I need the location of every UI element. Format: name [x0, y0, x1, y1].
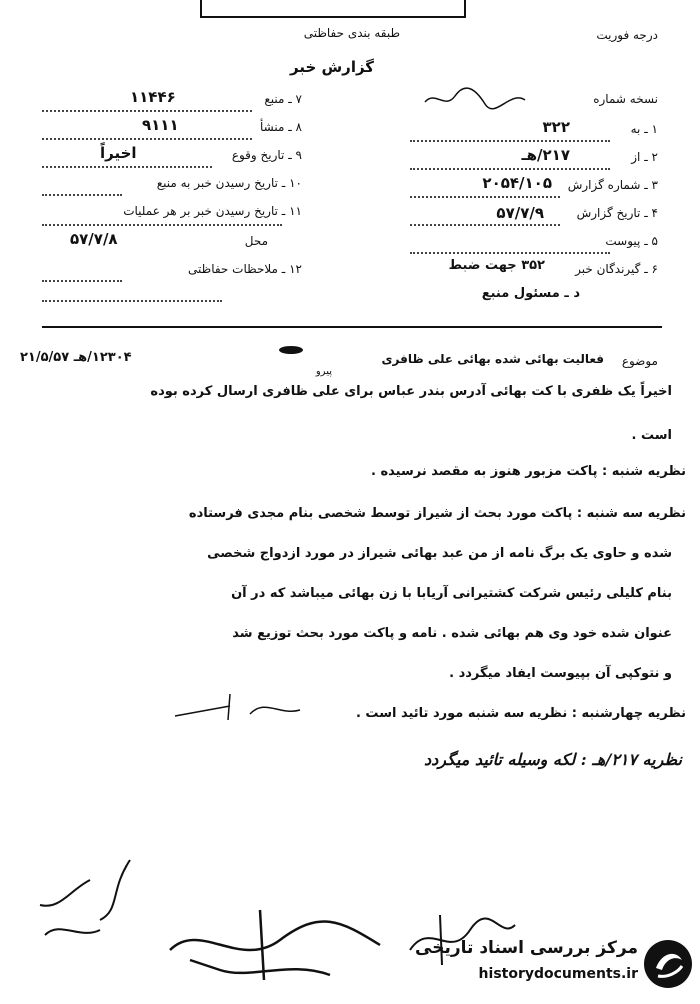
archive-watermark	[400, 934, 696, 998]
dotted-line	[42, 224, 282, 226]
field-label-arrival-to-ops: ۱۱ ـ تاریخ رسیدن خبر بر هر عملیات	[123, 204, 302, 218]
dotted-line	[42, 280, 122, 282]
field-label-source: ۷ ـ منبع	[264, 92, 302, 106]
field-value-occurrence-date: اخیراً	[100, 144, 137, 162]
watermark-logo-icon	[642, 938, 694, 990]
dotted-line	[42, 166, 212, 168]
body-line-5: شده و حاوی یک برگ نامه از من عبد بهائی شیراز در مورد ازدواج شخصی	[207, 546, 672, 561]
field-label-attachment: ۵ ـ پیوست	[605, 234, 658, 248]
page-title: گزارش خبر	[290, 58, 375, 76]
body-line-7: عنوان شده خود وی هم بهائی شده . نامه و پاکت مورد بحث توزیع شد	[232, 626, 672, 641]
subject-reference: ۱۲۳۰۴/هـ ۲۱/۵/۵۷	[20, 350, 132, 365]
copy-number-handwriting	[420, 84, 530, 112]
field-label-security-notes: ۱۲ ـ ملاحظات حفاظتی	[188, 262, 302, 276]
priority-label: درجه فوریت	[596, 28, 658, 42]
body-line-9: نظریه چهارشنبه : نظریه سه شنبه مورد تائید است .	[355, 706, 686, 721]
field-value-report-number: ۲۰۵۴/۱۰۵	[482, 174, 552, 192]
body-line-8: و نتوکپی آن بپیوست ایفاد میگردد .	[449, 666, 672, 681]
field-label-origin: ۸ ـ منشأ	[259, 120, 302, 134]
source-officer: د ـ مسئول منبع	[481, 286, 580, 301]
dotted-line	[410, 196, 560, 198]
dotted-line	[410, 224, 560, 226]
dotted-line	[410, 140, 610, 142]
field-value-to: ۳۲۲	[542, 118, 570, 136]
body-line-2: است .	[631, 428, 672, 443]
dotted-line	[410, 168, 610, 170]
dotted-line	[42, 194, 122, 196]
divider	[42, 326, 662, 328]
field-value-place-date: ۵۷/۷/۸	[70, 230, 118, 248]
subject-extra: پیرو	[315, 366, 332, 377]
dotted-line	[42, 300, 222, 302]
field-value-origin: ۹۱۱۱	[142, 116, 179, 134]
field-value-report-date: ۵۷/۷/۹	[496, 204, 544, 222]
field-value-recipients: ۳۵۲ جهت ضبط	[448, 258, 545, 273]
watermark-url: historydocuments.ir	[478, 966, 638, 982]
top-stamp-box	[200, 0, 466, 18]
body-line-1: اخیراً یک ظفری با کت بهائی آدرس بندر عباس برای علی ظافری ارسال کرده بوده	[150, 384, 672, 399]
field-label-occurrence-date: ۹ ـ تاریخ وقوع	[231, 148, 302, 162]
body-line-3: نظریه شنبه : پاکت مزبور هنوز به مقصد نرسیده .	[371, 464, 686, 479]
dotted-line	[410, 252, 610, 254]
subject-text: فعالیت بهائی شده بهائی علی ظافری	[381, 352, 604, 366]
body-line-10: نظریه ۲۱۷/هـ : لکه وسیله تائید میگردد	[424, 750, 682, 769]
field-value-source: ۱۱۴۴۶	[130, 88, 176, 106]
handwritten-mark	[170, 686, 310, 726]
field-label-place: محل	[244, 234, 268, 248]
handwritten-signature-left	[20, 850, 150, 950]
field-label-report-number: ۳ ـ شماره گزارش	[567, 178, 658, 192]
field-label-report-date: ۴ ـ تاریخ گزارش	[576, 206, 658, 220]
dotted-line	[42, 138, 252, 140]
handwritten-signature-center	[160, 900, 390, 990]
dotted-line	[42, 110, 252, 112]
field-label-recipients: ۶ ـ گیرندگان خبر	[575, 262, 658, 276]
classification-label: طبقه بندی حفاظتی	[303, 26, 400, 40]
field-value-from: ۲۱۷/هـ	[521, 146, 570, 164]
field-label-copy-number: نسخه شماره	[593, 92, 658, 106]
body-line-4: نظریه سه شنبه : پاکت مورد بحث از شیراز توسط شخصی بنام مجدی فرستاده	[188, 506, 686, 521]
field-label-from: ۲ ـ از	[631, 150, 658, 164]
field-label-arrival-to-source: ۱۰ ـ تاریخ رسیدن خبر به منبع	[156, 176, 302, 190]
field-label-to: ۱ ـ به	[630, 122, 658, 136]
subject-label: موضوع	[621, 354, 658, 368]
body-line-6: بنام کلیلی رئیس شرکت کشتیرانی آریابا با زن بهائی میباشد که در آن	[231, 586, 672, 601]
watermark-title: مرکز بررسی اسناد تاریخی	[415, 938, 638, 958]
ink-blot	[276, 344, 306, 356]
